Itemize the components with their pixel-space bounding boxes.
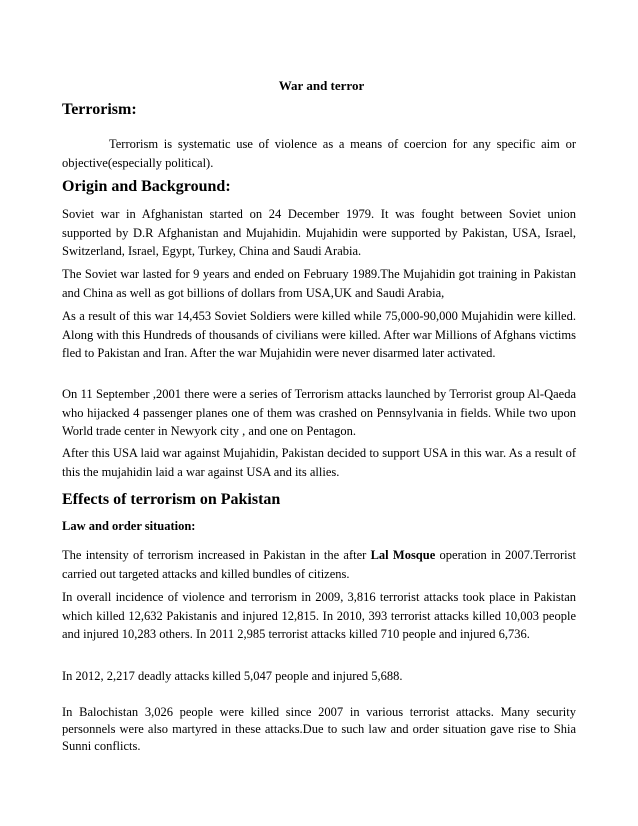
effects-paragraph-1-end: operation in 2007.Terrorist carried out targeted attacks and killed bundles of citizens.	[62, 548, 576, 581]
effects-paragraph-1	[62, 546, 576, 583]
heading-origin-background: Origin and Background:	[62, 178, 231, 195]
effects-paragraph-2: In overall incidence of violence and terrorism in 2009, 3,816 terrorist attacks took place in Pakistan which killed 12,632 Pakistanis and injured 12,815. In 2010, 393 terrorist attacks killed 10,003 people and injured 10,283 others. In 2011 2,985 terrorist attacks killed 710 people and injured 6,736.	[62, 590, 576, 642]
effects-paragraph-1-start: The intensity of terrorism increased in Pakistan in the after	[62, 548, 371, 562]
origin-paragraph-5: After this USA laid war against Mujahidin, Pakistan decided to support USA in this war. As a result of this the mujahidin laid a war against USA and its allies.	[62, 446, 576, 479]
lal-mosque-emphasis: Lal Mosque	[370, 548, 436, 562]
terrorism-definition: Terrorism is systematic use of violence as a means of coercion for any specific aim or objective(especially political).	[62, 137, 576, 170]
heading-terrorism: Terrorism:	[62, 101, 137, 118]
origin-paragraph-2: The Soviet war lasted for 9 years and ended on February 1989.The Mujahidin got training in Pakistan and China as well as got billions of dollars from USA,UK and Saudi Arabia,	[62, 267, 576, 300]
origin-paragraph-1: Soviet war in Afghanistan started on 24 December 1979. It was fought between Soviet union supported by D.R Afghanistan and Mujahidin. Mujahidin were supported by Pakistan, USA, Israel, Switzerland, Israel, Egypt, Turkey, China and Saudi Arabia.	[62, 207, 576, 259]
effects-paragraph-3: In 2012, 2,217 deadly attacks killed 5,047 people and injured 5,688.	[62, 669, 403, 683]
origin-paragraph-4: On 11 September ,2001 there were a series of Terrorism attacks launched by Terrorist group Al-Qaeda who hijacked 4 passenger planes one of them was crashed on Pennsylvania in fields. While two upon World trade center in Newyork city , and one on Pentagon.	[62, 387, 576, 439]
heading-effects-of-terrorism: Effects of terrorism on Pakistan	[62, 491, 281, 508]
document-title: War and terror	[278, 78, 365, 93]
origin-paragraph-3: As a result of this war 14,453 Soviet Soldiers were killed while 75,000-90,000 Mujahidin were killed. Along with this Hundreds of thousands of civilians were killed. After war Millions of Afghans victims fled to Pakistan and Iran. After the war Mujahidin were never disarmed later activated.	[62, 309, 576, 361]
effects-paragraph-4: In Balochistan 3,026 people were killed since 2007 in various terrorist attacks. Many security personnels were also martyred in these attacks.Due to such law and order situation gave rise to Shia Sunni conflicts.	[62, 705, 576, 753]
subheading-law-and-order: Law and order situation:	[62, 519, 196, 533]
